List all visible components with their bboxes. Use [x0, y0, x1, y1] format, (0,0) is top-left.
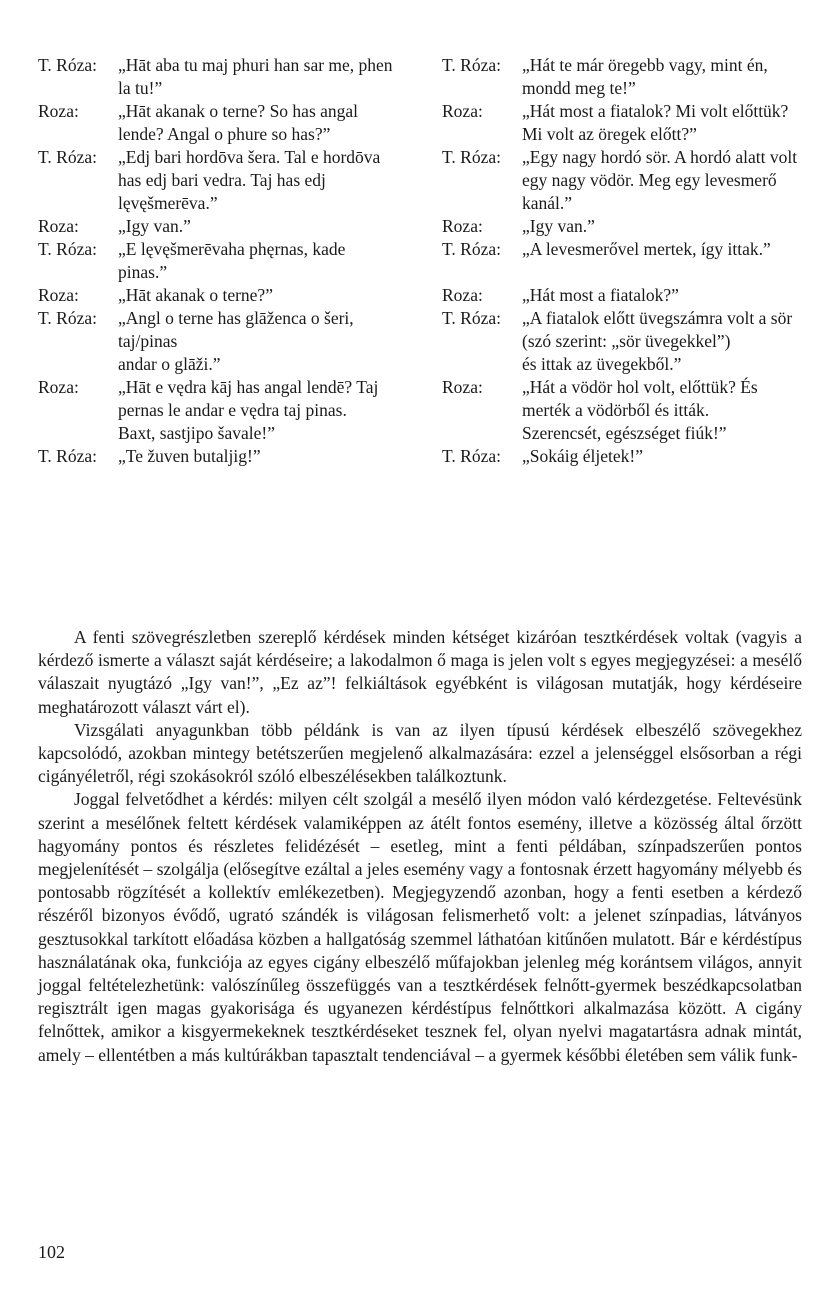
speaker-label: T. Róza: — [442, 446, 501, 466]
romani-text: „Hāt akanak o terne? So has angal lende? Angal o phure so has?” — [118, 101, 359, 144]
hungarian-text: „Hát a vödör hol volt, előttük? És merték a vödörből és itták. — [522, 377, 758, 420]
hungarian-line — [442, 284, 802, 307]
hungarian-line — [442, 54, 802, 100]
speaker-label — [442, 353, 522, 376]
body-text — [38, 626, 802, 1067]
speaker-label: T. Róza: — [442, 239, 501, 259]
speaker-label: T. Róza: — [38, 446, 97, 466]
hungarian-line — [442, 307, 802, 353]
romani-text: „Hāt aba tu maj phuri han sar me, phen la tu!” — [118, 55, 393, 98]
dialogue-pair — [38, 146, 806, 215]
hungarian-text: „A levesmerővel mertek, így ittak.” — [522, 239, 771, 259]
romani-line — [38, 238, 398, 284]
romani-text: „Edj bari hordōva šera. Tal e hordōva has edj bari vedra. Taj has edj lęvęšmerēva.” — [118, 147, 381, 213]
speaker-label: T. Róza: — [38, 55, 97, 75]
hungarian-text: „Hát most a fiatalok?” — [522, 285, 679, 305]
speaker-label: T. Róza: — [442, 147, 501, 167]
hungarian-line — [442, 238, 802, 284]
romani-line — [38, 307, 398, 353]
romani-text: „E lęvęšmerēvaha phęrnas, kade pinas.” — [118, 239, 346, 282]
hungarian-line — [442, 100, 802, 146]
hungarian-line — [442, 146, 802, 215]
romani-text: Baxt, sastjipo šavale!” — [118, 423, 275, 443]
romani-line — [38, 422, 398, 445]
paragraph: A fenti szövegrészletben szereplő kérdések minden kétséget kizáróan tesztkérdések voltak (vagyis a kérdező ismerte a választ saját kérdéseire; a lakodalmon ő maga is jelen volt s egyes megjegyzései: a mesélő válaszait nyugtázó „Igy van!”, „Ez az”! felkiáltások egyébként is világosan mutatják, hogy kérdéseire meghatározott választ várt el). — [38, 627, 802, 717]
speaker-label: Roza: — [442, 377, 483, 397]
romani-line — [38, 146, 398, 215]
speaker-label: T. Róza: — [38, 239, 97, 259]
speaker-label — [38, 353, 118, 376]
page-number: 102 — [38, 1242, 65, 1262]
romani-line — [38, 215, 398, 238]
hungarian-text: „Sokáig éljetek!” — [522, 446, 643, 466]
hungarian-text: „A fiatalok előtt üvegszámra volt a sör (szó szerint: „sör üvegekkel”) — [522, 308, 793, 351]
dialogue-pair — [38, 376, 806, 422]
dialogue-pair — [38, 353, 806, 376]
dialogue-pair — [38, 238, 806, 284]
speaker-label: Roza: — [38, 285, 79, 305]
dialogue-pair — [38, 307, 806, 353]
speaker-label — [442, 422, 522, 445]
romani-text: „Hāt e vędra kāj has angal lendē? Taj pernas le andar e vędra taj pinas. — [118, 377, 379, 420]
romani-line — [38, 376, 398, 422]
dialogue-pair — [38, 54, 806, 100]
romani-text: „Igy van.” — [118, 216, 191, 236]
dialogue-pair — [38, 422, 806, 445]
hungarian-line — [442, 376, 802, 422]
hungarian-text: Szerencsét, egészséget fiúk!” — [522, 423, 727, 443]
dialogue-pair — [38, 215, 806, 238]
hungarian-line — [442, 422, 802, 445]
speaker-label — [38, 422, 118, 445]
speaker-label: T. Róza: — [38, 308, 97, 328]
romani-text: „Hāt akanak o terne?” — [118, 285, 273, 305]
dialogue-pair — [38, 100, 806, 146]
romani-text: „Angl o terne has glāženca o šeri, taj/pinas — [118, 308, 354, 351]
hungarian-text: „Hát most a fiatalok? Mi volt előttük? Mi volt az öregek előtt?” — [522, 101, 789, 144]
speaker-label: T. Róza: — [38, 147, 97, 167]
dialogue-transcript — [38, 54, 806, 468]
speaker-label: T. Róza: — [442, 55, 501, 75]
speaker-label: Roza: — [38, 377, 79, 397]
romani-line — [38, 54, 398, 100]
hungarian-line — [442, 445, 802, 468]
speaker-label: Roza: — [38, 101, 79, 121]
speaker-label: T. Róza: — [442, 308, 501, 328]
hungarian-text: „Hát te már öregebb vagy, mint én, mondd meg te!” — [522, 55, 768, 98]
speaker-label: Roza: — [442, 285, 483, 305]
hungarian-text: „Igy van.” — [522, 216, 595, 236]
dialogue-pair — [38, 284, 806, 307]
speaker-label: Roza: — [442, 216, 483, 236]
paragraph: Joggal felvetődhet a kérdés: milyen célt szolgál a mesélő ilyen módon való kérdezgetése. Feltevésünk szerint a mesélőnek feltett kérdések valamiképpen az átélt fontos esemény, illetve a közösség által őrzött hagyomány pontos és részletes felidézését – esetleg, mint a fenti példában, színpadszerűen pontos megjelenítését – szolgálja (elősegítve ezáltal a jeles esemény vagy a fontosnak érzett hagyomány mélyebb és pontosabb rögzítését a kollektív emlékezetben). Megjegyzendő azonban, hogy a fenti esetben a kérdező részéről bizonyos évődő, ugrató szándék is világosan felismerhető volt: a jelenet színpadias, látványos gesztusokkal tarkított előadása közben a hallgatóság szemmel láthatóan kitűnően mulatott. Bár e kérdéstípus használatának oka, funkciója az egyes cigány elbeszélő műfajokban jelenleg még korántsem világos, annyit joggal feltételezhetünk: valószínűleg összefüggés van a tesztkérdések felnőtt-gyermek beszédkapcsolatban regisztrált igen magas gyakorisága és ugyanezen kérdéstípus felnőttkori alkalmazása között. A cigány felnőttek, amikor a kisgyermekeknek tesztkérdéseket tesznek fel, olyan nyelvi magatartásra adnak mintát, amely – ellentétben a más kultúrákban tapasztalt tendenciával – a gyermek későbbi életében sem válik funk- — [38, 789, 802, 1065]
romani-line — [38, 100, 398, 146]
hungarian-text: és ittak az üvegekből.” — [522, 354, 682, 374]
hungarian-line — [442, 353, 802, 376]
speaker-label: Roza: — [38, 216, 79, 236]
paragraph: Vizsgálati anyagunkban több példánk is van az ilyen típusú kérdések elbeszélő szövegekhez kapcsolódó, azokban mintegy betétszerűen megjelenő alkalmazására: ezzel a jelenséggel elsősorban a régi cigányéletről, régi szokásokról szóló elbeszélésekben találkoztunk. — [38, 719, 802, 787]
dialogue-pair — [38, 445, 806, 468]
romani-line — [38, 445, 398, 468]
romani-line — [38, 353, 398, 376]
hungarian-text: „Egy nagy hordó sör. A hordó alatt volt egy nagy vödör. Meg egy levesmerő kanál.” — [522, 147, 798, 213]
romani-text: andar o glāži.” — [118, 354, 221, 374]
speaker-label: Roza: — [442, 101, 483, 121]
hungarian-line — [442, 215, 802, 238]
romani-line — [38, 284, 398, 307]
romani-text: „Te žuven butaljig!” — [118, 446, 261, 466]
